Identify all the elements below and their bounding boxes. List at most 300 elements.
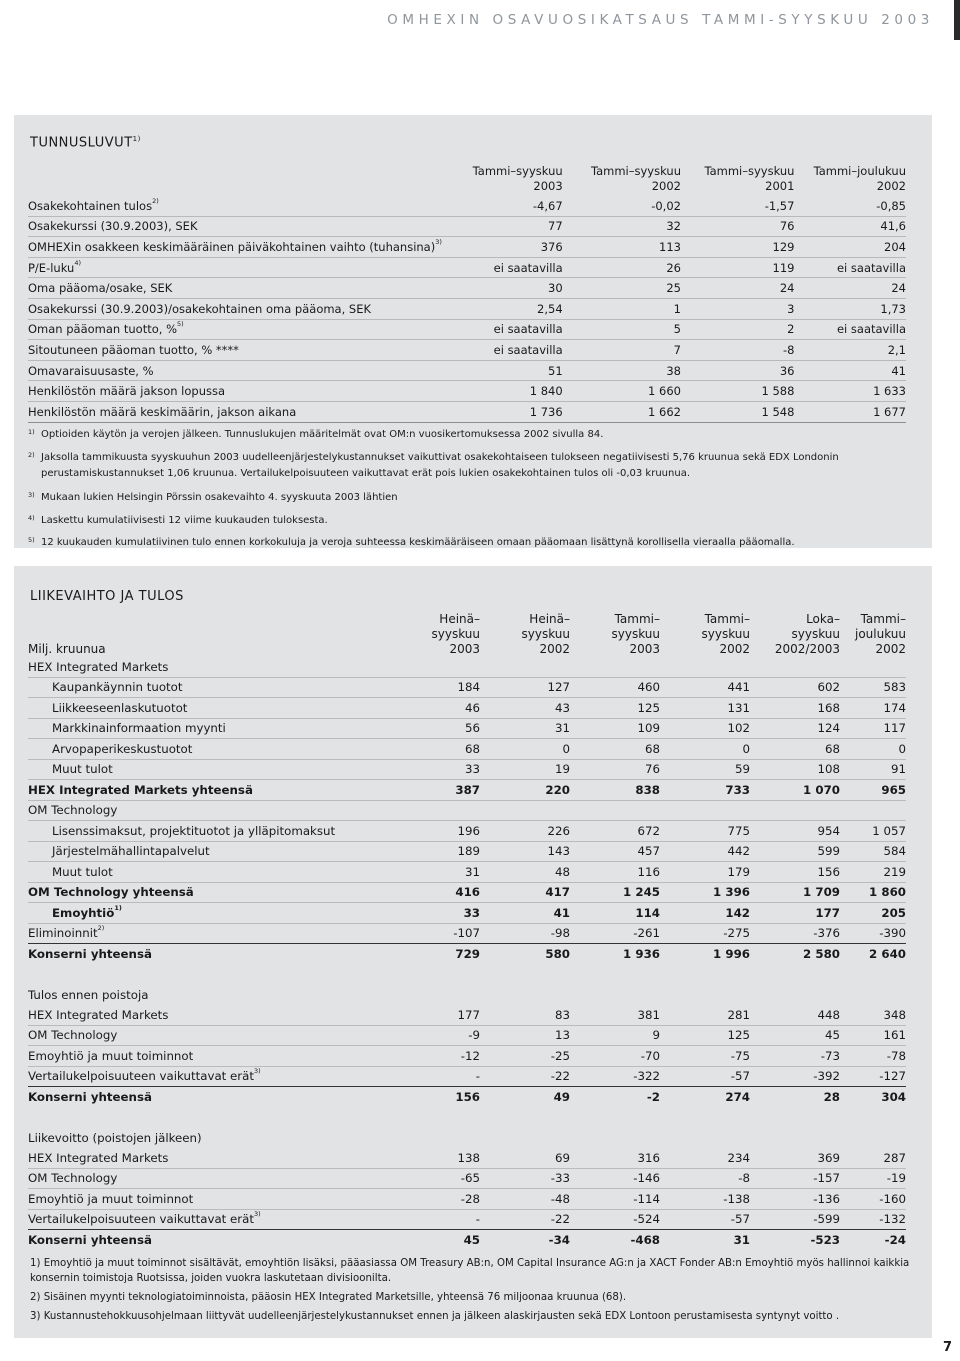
row-label xyxy=(28,298,442,319)
cell-value: 7 xyxy=(563,340,681,361)
cell-value: -275 xyxy=(660,923,750,944)
row-label-text: OM Technology yhteensä xyxy=(28,885,194,900)
cell-value: 131 xyxy=(660,698,750,719)
cell-value: 189 xyxy=(398,841,480,862)
cell-value: 38 xyxy=(563,360,681,381)
cell-value: 168 xyxy=(750,698,840,719)
row-label xyxy=(28,821,398,842)
row-label xyxy=(28,278,442,299)
key-figures-table xyxy=(28,164,906,423)
group-title xyxy=(28,800,906,821)
note-line: 2) Sisäinen myynti teknologiatoiminnoista, pääosin HEX Integrated Marketsille, yhteensä 76 miljoonaa kruunua (68). xyxy=(30,1292,627,1303)
cell-value: -48 xyxy=(480,1189,570,1210)
cell-value: 965 xyxy=(840,780,906,801)
table-row xyxy=(28,278,906,299)
spacer-cell xyxy=(28,964,906,986)
empty-cell xyxy=(480,657,570,677)
cell-value: -132 xyxy=(840,1209,906,1230)
table-row xyxy=(28,698,906,719)
cell-value: -8 xyxy=(660,1168,750,1189)
cell-value: 156 xyxy=(455,1089,480,1104)
row-label xyxy=(28,841,398,862)
cell-value: -261 xyxy=(570,923,660,944)
cell-value: 729 xyxy=(455,946,480,961)
footnote-mark: 5) xyxy=(28,536,35,544)
cell-value: 76 xyxy=(681,216,794,237)
row-note: 1) xyxy=(114,903,122,912)
table-row xyxy=(28,739,906,760)
cell-value: 68 xyxy=(398,739,480,760)
table-row xyxy=(28,1025,906,1046)
cell-value: 45 xyxy=(463,1232,480,1247)
cell-value: 125 xyxy=(570,698,660,719)
revenue-results-panel xyxy=(14,566,932,1338)
footnote-text: Optioiden käytön ja verojen jälkeen. Tunnuslukujen määritelmät ovat OM:n vuosikertomuksessa 2002 sivulla 84. xyxy=(41,429,604,440)
cell-value: 19 xyxy=(480,759,570,780)
cell-value: 46 xyxy=(398,698,480,719)
page-number: 7 xyxy=(942,1340,952,1355)
empty-cell xyxy=(840,800,906,821)
empty-cell xyxy=(840,1129,906,1149)
cell-value: 0 xyxy=(840,739,906,760)
cell-value: 2,1 xyxy=(794,340,906,361)
row-label xyxy=(28,1087,398,1107)
row-label xyxy=(28,986,398,1006)
cell-value: 448 xyxy=(750,1005,840,1025)
row-note: 2) xyxy=(152,196,159,205)
cell-value: ei saatavilla xyxy=(794,257,906,278)
key-figures-title-note: 1) xyxy=(132,135,141,143)
row-label xyxy=(28,1129,398,1149)
table-row xyxy=(28,1189,906,1210)
cell-value: 83 xyxy=(480,1005,570,1025)
cell-value: 32 xyxy=(563,216,681,237)
cell-value: 116 xyxy=(570,862,660,883)
group-title xyxy=(28,986,906,1006)
table-row xyxy=(28,1168,906,1189)
empty-cell xyxy=(398,800,480,821)
cell-value: 174 xyxy=(840,698,906,719)
cell-value: 113 xyxy=(563,237,681,258)
rr-col-header: Loka– syyskuu 2002/2003 xyxy=(774,612,840,656)
footnote-mark: 4) xyxy=(28,514,35,522)
cell-value: -524 xyxy=(570,1209,660,1230)
cell-value: ei saatavilla xyxy=(442,340,563,361)
empty-cell xyxy=(480,986,570,1006)
table-row xyxy=(28,360,906,381)
cell-value: -146 xyxy=(570,1168,660,1189)
row-label xyxy=(28,1046,398,1067)
empty-cell xyxy=(660,657,750,677)
cell-value: 124 xyxy=(750,718,840,739)
cell-value: 0 xyxy=(660,739,750,760)
row-label-text: Emoyhtiö xyxy=(52,905,115,920)
row-label xyxy=(28,1209,398,1230)
cell-value: -25 xyxy=(480,1046,570,1067)
cell-value: 2 640 xyxy=(869,946,906,961)
cell-value: 51 xyxy=(442,360,563,381)
empty-cell xyxy=(840,657,906,677)
rr-col-header: Tammi– syyskuu 2002 xyxy=(701,612,750,656)
cell-value: 48 xyxy=(480,862,570,883)
table-row xyxy=(28,862,906,883)
row-label xyxy=(28,1005,398,1025)
cell-value: 1 245 xyxy=(570,882,660,903)
cell-value: 672 xyxy=(570,821,660,842)
empty-cell xyxy=(750,986,840,1006)
cell-value: 117 xyxy=(840,718,906,739)
row-label-text: Emoyhtiö ja muut toiminnot xyxy=(28,1048,194,1063)
cell-value: 91 xyxy=(840,759,906,780)
cell-value: 387 xyxy=(398,780,480,801)
cell-value: 156 xyxy=(750,862,840,883)
spacer-cell xyxy=(28,1107,906,1129)
cell-value: 205 xyxy=(840,903,906,924)
row-note: 4) xyxy=(74,258,81,267)
cell-value: 1 936 xyxy=(623,946,660,961)
row-label xyxy=(28,237,442,258)
note-line: 1) Emoyhtiö ja muut toiminnot sisältävät, emoyhtiön lisäksi, pääasiassa OM Treasury AB:n, OM Capital Insurance AG:n ja XACT Fonder AB:n Emoyhtiö myös hallinnoi kaikkia konsernin toimistoja Ruotsissa, joiden vuokra laskutetaan divisioonilta. xyxy=(30,1258,910,1284)
cell-value: 602 xyxy=(750,677,840,698)
row-label xyxy=(28,882,398,903)
cell-value: 114 xyxy=(570,903,660,924)
cell-value: 76 xyxy=(570,759,660,780)
row-label-text: Vertailukelpoisuuteen vaikuttavat erät xyxy=(28,1069,255,1084)
row-label-text: OMHEXin osakkeen keskimääräinen päiväkohtainen vaihto (tuhansina) xyxy=(28,239,436,254)
row-label-text: Konserni yhteensä xyxy=(28,946,152,961)
row-note: 5) xyxy=(177,320,184,329)
cell-value: 226 xyxy=(480,821,570,842)
row-label-text: HEX Integrated Markets xyxy=(28,659,169,674)
cell-value: 68 xyxy=(570,739,660,760)
cell-value: 24 xyxy=(681,278,794,299)
empty-cell xyxy=(570,657,660,677)
cell-value: 119 xyxy=(681,257,794,278)
row-label xyxy=(28,319,442,340)
cell-value: -34 xyxy=(548,1232,570,1247)
empty-cell xyxy=(660,800,750,821)
cell-value: -4,67 xyxy=(442,196,563,216)
cell-value: -523 xyxy=(810,1232,840,1247)
empty-cell xyxy=(570,800,660,821)
cell-value: 36 xyxy=(681,360,794,381)
cell-value: 316 xyxy=(570,1148,660,1168)
cell-value: -107 xyxy=(398,923,480,944)
row-label-text: Oman pääoman tuotto, % xyxy=(28,322,177,337)
row-label-text: Henkilöstön määrä jakson lopussa xyxy=(28,384,226,399)
row-label xyxy=(28,677,398,698)
table-row xyxy=(28,718,906,739)
cell-value: 838 xyxy=(570,780,660,801)
cell-value: 45 xyxy=(750,1025,840,1046)
cell-value: -65 xyxy=(398,1168,480,1189)
cell-value: 108 xyxy=(750,759,840,780)
cell-value: 179 xyxy=(660,862,750,883)
cell-value: 1 396 xyxy=(660,882,750,903)
cell-value: 13 xyxy=(480,1025,570,1046)
cell-value: -57 xyxy=(660,1209,750,1230)
cell-value: 9 xyxy=(570,1025,660,1046)
footnote-text: Mukaan lukien Helsingin Pörssin osakevaihto 4. syyskuuta 2003 lähtien xyxy=(41,492,398,503)
row-label-text: Järjestelmähallintapalvelut xyxy=(52,844,210,859)
footnote xyxy=(28,535,898,551)
revenue-results-title: LIIKEVAIHTO JA TULOS xyxy=(30,589,184,604)
note-line: 3) Kustannustehokkuusohjelmaan liittyvät uudelleenjärjestelykustannukset ennen ja jälkeen alaskirjausten sekä EDX Lontoon perustamisesta syntynyt voitto . xyxy=(30,1311,840,1322)
row-label xyxy=(28,216,442,237)
row-label-text: Liikkeeseenlaskutuotot xyxy=(52,700,188,715)
cell-value: -157 xyxy=(750,1168,840,1189)
cell-value: 417 xyxy=(480,882,570,903)
cell-value: -136 xyxy=(750,1189,840,1210)
cell-value: -24 xyxy=(884,1232,906,1247)
empty-cell xyxy=(398,657,480,677)
key-figures-title xyxy=(30,135,141,150)
cell-value: 1 709 xyxy=(750,882,840,903)
cell-value: -57 xyxy=(660,1066,750,1087)
cell-value: 125 xyxy=(660,1025,750,1046)
footnote xyxy=(28,427,898,443)
subtotal-row xyxy=(28,882,906,903)
total-row xyxy=(28,944,906,964)
cell-value: -392 xyxy=(750,1066,840,1087)
table-row xyxy=(28,401,906,422)
empty-cell xyxy=(750,1129,840,1149)
cell-value: -138 xyxy=(660,1189,750,1210)
cell-value: 43 xyxy=(480,698,570,719)
cell-value: 733 xyxy=(660,780,750,801)
cell-value: -8 xyxy=(681,340,794,361)
table-row xyxy=(28,821,906,842)
subtotal-row xyxy=(28,780,906,801)
row-label-text: Osakekohtainen tulos xyxy=(28,198,153,213)
cell-value: 1 633 xyxy=(794,381,906,402)
cell-value: 234 xyxy=(660,1148,750,1168)
table-row xyxy=(28,257,906,278)
cell-value: -19 xyxy=(840,1168,906,1189)
kf-col-header: Tammi–syyskuu 2003 xyxy=(472,164,563,193)
cell-value: -1,57 xyxy=(681,196,794,216)
cell-value: 41 xyxy=(480,903,570,924)
row-label-text: Osakekurssi (30.9.2003), SEK xyxy=(28,219,198,234)
table-row xyxy=(28,759,906,780)
footnote-text: Laskettu kumulatiivisesti 12 viime kuukauden tuloksesta. xyxy=(41,515,328,526)
cell-value: -468 xyxy=(630,1232,660,1247)
cell-value: 49 xyxy=(553,1089,570,1104)
footnote xyxy=(28,450,898,482)
table-row xyxy=(28,1066,906,1087)
cell-value: -160 xyxy=(840,1189,906,1210)
corner-rule xyxy=(954,0,960,40)
cell-value: 41 xyxy=(794,360,906,381)
rr-col-header: Heinä– syyskuu 2003 xyxy=(431,612,480,656)
cell-value: 143 xyxy=(480,841,570,862)
cell-value: -22 xyxy=(480,1066,570,1087)
cell-value: 775 xyxy=(660,821,750,842)
footnote-text: Jaksolla tammikuusta syyskuuhun 2003 uudelleenjärjestelykustannukset vaikuttivat osakekohtaiseen tulokseen negatiivisesti 5,76 kruunua sekä EDX Londonin perustamiskustannukset 1,06 kruunua. Vertailukelpoisuuteen vaikuttavat erät pois lukien osakekohtainen tulos oli -0,03 kruunua. xyxy=(41,452,839,479)
empty-cell xyxy=(750,800,840,821)
footnote xyxy=(28,490,898,506)
total-row xyxy=(28,1087,906,1107)
cell-value: 1 860 xyxy=(840,882,906,903)
row-label-text: Liikevoitto (poistojen jälkeen) xyxy=(28,1131,202,1146)
cell-value: 1 070 xyxy=(750,780,840,801)
row-label-text: Vertailukelpoisuuteen vaikuttavat erät xyxy=(28,1212,255,1227)
row-label xyxy=(28,780,398,801)
cell-value: 1,73 xyxy=(794,298,906,319)
row-label xyxy=(28,739,398,760)
table-row xyxy=(28,1209,906,1230)
cell-value: 184 xyxy=(398,677,480,698)
empty-cell xyxy=(840,986,906,1006)
table-row xyxy=(28,903,906,924)
cell-value: 204 xyxy=(794,237,906,258)
cell-value: 1 660 xyxy=(563,381,681,402)
kf-col-header: Tammi–joulukuu 2002 xyxy=(813,164,906,193)
row-label-text: Oma pääoma/osake, SEK xyxy=(28,281,173,296)
cell-value: 442 xyxy=(660,841,750,862)
row-label-text: Emoyhtiö ja muut toiminnot xyxy=(28,1191,194,1206)
cell-value: 583 xyxy=(840,677,906,698)
kf-col-header: Tammi–syyskuu 2001 xyxy=(704,164,795,193)
cell-value: -75 xyxy=(660,1046,750,1067)
row-label xyxy=(28,800,398,821)
row-label-text: Omavaraisuusaste, % xyxy=(28,363,154,378)
cell-value: 31 xyxy=(733,1232,750,1247)
cell-value: 2,54 xyxy=(442,298,563,319)
cell-value: 109 xyxy=(570,718,660,739)
row-label xyxy=(28,1230,398,1250)
footnote-mark: 2) xyxy=(28,451,35,459)
cell-value: 584 xyxy=(840,841,906,862)
empty-cell xyxy=(570,1129,660,1149)
row-label-text: HEX Integrated Markets yhteensä xyxy=(28,782,253,797)
cell-value: 416 xyxy=(398,882,480,903)
row-label xyxy=(28,718,398,739)
cell-value: -28 xyxy=(398,1189,480,1210)
spacer-row xyxy=(28,964,906,986)
cell-value: 127 xyxy=(480,677,570,698)
row-label xyxy=(28,257,442,278)
key-figures-panel xyxy=(14,115,932,548)
cell-value: ei saatavilla xyxy=(794,319,906,340)
revenue-results-notes xyxy=(30,1256,910,1328)
row-label xyxy=(28,923,398,944)
row-label-text: Sitoutuneen pääoman tuotto, % **** xyxy=(28,342,239,357)
cell-value: 1 677 xyxy=(794,401,906,422)
table-row xyxy=(28,1148,906,1168)
cell-value: 1 662 xyxy=(563,401,681,422)
cell-value: -376 xyxy=(750,923,840,944)
key-figures-title-text: TUNNUSLUVUT xyxy=(30,135,133,151)
row-label-text: OM Technology xyxy=(28,1028,118,1043)
row-label-text: OM Technology xyxy=(28,803,118,818)
empty-cell xyxy=(398,986,480,1006)
row-label xyxy=(28,1025,398,1046)
row-label-text: Konserni yhteensä xyxy=(28,1232,152,1247)
cell-value: 1 736 xyxy=(442,401,563,422)
table-row xyxy=(28,1005,906,1025)
cell-value: 24 xyxy=(794,278,906,299)
row-label xyxy=(28,1148,398,1168)
footnote-mark: 1) xyxy=(28,428,35,436)
empty-cell xyxy=(398,1129,480,1149)
table-row xyxy=(28,841,906,862)
cell-value: 954 xyxy=(750,821,840,842)
empty-cell xyxy=(750,657,840,677)
row-label-text: Lisenssimaksut, projektituotot ja ylläpitomaksut xyxy=(52,823,336,838)
table-row xyxy=(28,923,906,944)
row-label xyxy=(28,381,442,402)
cell-value: 25 xyxy=(563,278,681,299)
empty-cell xyxy=(660,986,750,1006)
empty-cell xyxy=(660,1129,750,1149)
cell-value: 2 xyxy=(681,319,794,340)
footnote xyxy=(28,513,898,529)
table-row xyxy=(28,196,906,216)
cell-value: -98 xyxy=(480,923,570,944)
cell-value: 33 xyxy=(398,903,480,924)
empty-cell xyxy=(480,800,570,821)
table-row xyxy=(28,1046,906,1067)
cell-value: 457 xyxy=(570,841,660,862)
cell-value: -127 xyxy=(840,1066,906,1087)
cell-value: -599 xyxy=(750,1209,840,1230)
row-label-text: Tulos ennen poistoja xyxy=(28,988,149,1003)
cell-value: 1 548 xyxy=(681,401,794,422)
row-label-text: Konserni yhteensä xyxy=(28,1089,152,1104)
row-label xyxy=(28,1066,398,1087)
cell-value: -73 xyxy=(750,1046,840,1067)
cell-value: 2 580 xyxy=(803,946,840,961)
row-label-text: Markkinainformaation myynti xyxy=(52,721,226,736)
row-label xyxy=(28,657,398,677)
table-row xyxy=(28,237,906,258)
table-row xyxy=(28,216,906,237)
cell-value: 219 xyxy=(840,862,906,883)
cell-value: 580 xyxy=(545,946,570,961)
row-label xyxy=(28,759,398,780)
cell-value: 599 xyxy=(750,841,840,862)
row-note: 3) xyxy=(435,237,442,246)
row-label xyxy=(28,1189,398,1210)
cell-value: -9 xyxy=(398,1025,480,1046)
footnote-text: 12 kuukauden kumulatiivinen tulo ennen korkokuluja ja veroja suhteessa keskimääräiseen omaan pääomaan lisättynä korollisella vieraalla pääomalla. xyxy=(41,537,795,548)
empty-cell xyxy=(570,986,660,1006)
revenue-results-table xyxy=(28,612,906,1250)
cell-value: -0,02 xyxy=(563,196,681,216)
row-label xyxy=(28,1168,398,1189)
row-label-text: Henkilöstön määrä keskimäärin, jakson aikana xyxy=(28,404,297,419)
cell-value: 0 xyxy=(480,739,570,760)
cell-value: 59 xyxy=(660,759,750,780)
cell-value: 68 xyxy=(750,739,840,760)
table-row xyxy=(28,340,906,361)
report-header: OMHEXIN OSAVUOSIKATSAUS TAMMI-SYYSKUU 2003 xyxy=(387,12,934,28)
row-label-text: Kaupankäynnin tuotot xyxy=(52,680,183,695)
cell-value: 31 xyxy=(398,862,480,883)
rr-col-header: Tammi– syyskuu 2003 xyxy=(611,612,660,656)
cell-value: 77 xyxy=(442,216,563,237)
row-label xyxy=(28,698,398,719)
unit-label: Milj. kruunua xyxy=(28,642,106,656)
cell-value: 1 057 xyxy=(840,821,906,842)
cell-value: 31 xyxy=(480,718,570,739)
total-row xyxy=(28,1230,906,1250)
cell-value: 177 xyxy=(750,903,840,924)
row-label xyxy=(28,903,398,924)
table-row xyxy=(28,319,906,340)
row-label xyxy=(28,862,398,883)
